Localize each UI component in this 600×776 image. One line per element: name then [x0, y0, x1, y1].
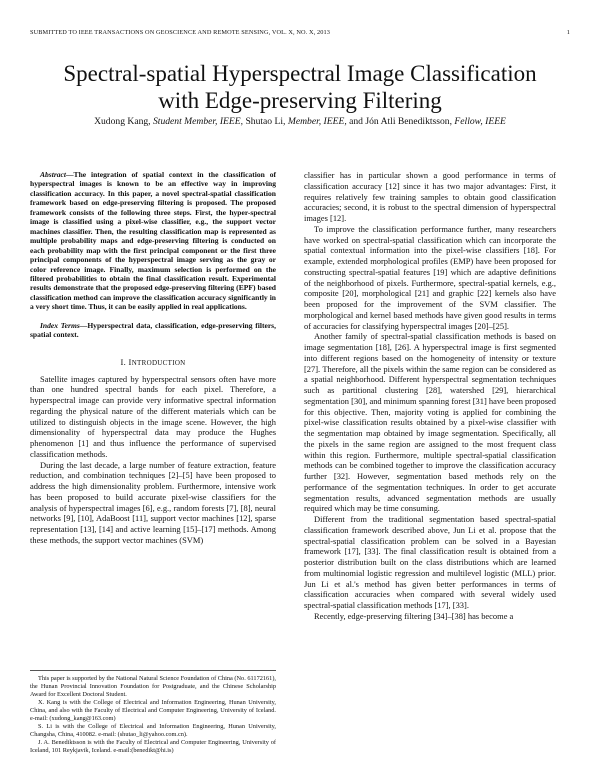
right-paragraph-5: Recently, edge-preserving filtering [34]–[38] has become a: [314, 610, 514, 621]
page-number: 1: [566, 29, 570, 36]
paper-title: [30, 60, 570, 114]
right-column: [304, 170, 556, 622]
section-name: NTRODUCTION: [131, 358, 186, 367]
right-paragraph-4: Different from the traditional segmentation based spectral-spatial classification framework described above, Jun Li et al. propose that the spectral-spatial classification problem can be solved in a Bayesian framework [17], [33]. The final classification result is obtained from a posterior distribution built on the class distributions which are learned from multinomial logistic regression and multilevel logistic (MLL) prior. Jun Li et al.'s method has given better performances in terms of classification accuracies when compared with several widely used spectral-spatial classification methods [17], [33].: [304, 514, 556, 610]
index-terms-label: Index Terms: [40, 320, 80, 330]
abstract: [30, 170, 276, 312]
abstract-label: Abstract: [40, 170, 66, 179]
author-2-role: Member, IEEE,: [287, 116, 347, 127]
footnote-li: S. Li is with the College of Electrical and Information Engineering, Hunan University, Changsha, China, 410082. e-mail: (shutao_li@yahoo.com.cn).: [30, 723, 276, 738]
index-terms: [30, 321, 276, 340]
section-numeral: I. I: [120, 356, 132, 367]
author-1-name: Xudong Kang,: [94, 116, 151, 127]
journal-name: SUBMITTED TO IEEE TRANSACTIONS ON GEOSCIENCE AND REMOTE SENSING, VOL. X, NO. X, 2013: [30, 29, 331, 36]
title-line-1: Spectral-spatial Hyperspectral Image Classification: [63, 61, 537, 86]
intro-paragraph-1: Satellite images captured by hyperspectral sensors often have more than one hundred spectral bands for each pixel. Therefore, a hyperspectral image can provide very informative spectral information regarding the physical nature of the different materials which can be utilized to distinguish objects in the image scene. However, the high dimensionality of hyperspectral data may produce the Hughes phenomenon [1] and thus influence the performance of supervised classification methods.: [30, 373, 276, 459]
section-heading-introduction: [30, 357, 276, 367]
left-column: [30, 170, 276, 546]
author-2-name: Shutao Li,: [245, 116, 286, 127]
right-paragraph-1: classifier has in particular shown a good performance in terms of classification accuracy [12] since it has two major advantages: First, it requires relatively few training samples to obtain good classification accuracies; second, it is robust to the spectral dimension of hyperspectral images [12].: [304, 170, 556, 223]
footnote-kang: X. Kang is with the College of Electrical and Information Engineering, Hunan University, China, and also with the Faculty of Electrical and Computer Engineering, University of Iceland. e-mail: (xudong_kang@163.com): [30, 699, 276, 722]
footnotes: [30, 670, 276, 755]
author-1-role: Student Member, IEEE,: [152, 116, 244, 127]
right-paragraph-2: To improve the classification performance further, many researchers have worked on spectral-spatial classification which can incorporate the spatial contextual information into the pixel-wise classifiers [18]. For example, extended morphological profiles (EMP) have been proposed for constructing spectral-spatial features [19] which are adaptive definitions of the neighborhood of pixels. Furthermore, spectral-spatial kernels, e.g., composite [20], morphological [21] and graphic [22] kernels also have been proposed for the improvement of the SVM classifier. The morphological and kernel based methods have given good results in terms of accuracies for classifying hyperspectral images [20]–[25].: [304, 223, 556, 331]
author-3-name: and Jón Atli Benediktsson,: [349, 116, 452, 127]
author-list: [30, 116, 570, 127]
title-line-2: with Edge-preserving Filtering: [158, 88, 442, 113]
index-terms-text: —Hyperspectral data, classification, edge-preserving filters, spatial context.: [30, 320, 276, 340]
author-3-role: Fellow, IEEE: [454, 116, 506, 127]
right-paragraph-3: Another family of spectral-spatial classification methods is based on image segmentation [18], [26]. A hyperspectral image is first segmented into different regions based on the homogeneity of intensity or texture [27]. Therefore, all the pixels within the same region can be considered as a spatial neighborhood. Different hyperspectral segmentation techniques such as partitional clustering [28], watershed [29], hierarchical segmentation [30], and minimum spanning forest [31] have been proposed for this objective. Then, majority voting is applied for combining the pixel-wise classification results obtained by a pixel-wise classifier with the segmentation map obtained by image segmentation. Specifically, all the pixels in the same region are assigned to the most frequent class within this region. Furthermore, multiple spectral-spatial classification methods can be combined together to improve the classification accuracy further [32]. However, segmentation based methods rely on the performance of the segmentation techniques. In order to get accurate segmentation results, advanced segmentation methods are usually required which may be time consuming.: [304, 331, 556, 514]
footnote-benediktsson: J. A. Benediktsson is with the Faculty of Electrical and Computer Engineering, University of Iceland, 101 Reykjavik, Iceland. e-mail:(benedikt@hi.is): [30, 739, 276, 754]
abstract-text: —The integration of spatial context in the classification of hyperspectral images is known to be an effective way in improving classification accuracy. In this paper, a novel spectral-spatial classification framework based on edge-preserving filtering is proposed. The proposed framework consists of the following three steps. First, the hyper-spectral image is classified using a pixel-wise classifier, e.g., the support vector machines classifier. Then, the resulting classification map is represented as multiple probability maps and edge-preserving filtering is conducted on each probability map with the first principal component or the first three principal components of the hyperspectral image serving as the gray or color reference image. Finally, maximum selection is performed on the filtered probabilities to obtain the final classification result. Experimental results demonstrate that the proposed edge-preserving filtering (EPF) based classification method can improve the classification accuracy significantly in a very short time. Thus, it can be easily applied in real applications.: [30, 170, 276, 312]
footnote-funding: This paper is supported by the National Natural Science Foundation of China (No. 61172161), the Hunan Provincial Innovation Foundation for Postgraduate, and the Chinese Scholarship Award for Excellent Doctoral Student.: [30, 675, 276, 698]
intro-paragraph-2: During the last decade, a large number of feature extraction, feature reduction, and combination techniques [2]–[5] have been proposed to address the high dimensionality problem. Furthermore, intensive work has been proposed to build accurate pixel-wise classifiers for the analysis of hyperspectral images [6], e.g., random forests [7], [8], neural networks [9], [10], AdaBoost [11], support vector machines [12], sparse representation [13], [14] and active learning [15]–[17] methods. Among these methods, the support vector machines (SVM): [30, 459, 276, 545]
running-header: [30, 29, 570, 41]
